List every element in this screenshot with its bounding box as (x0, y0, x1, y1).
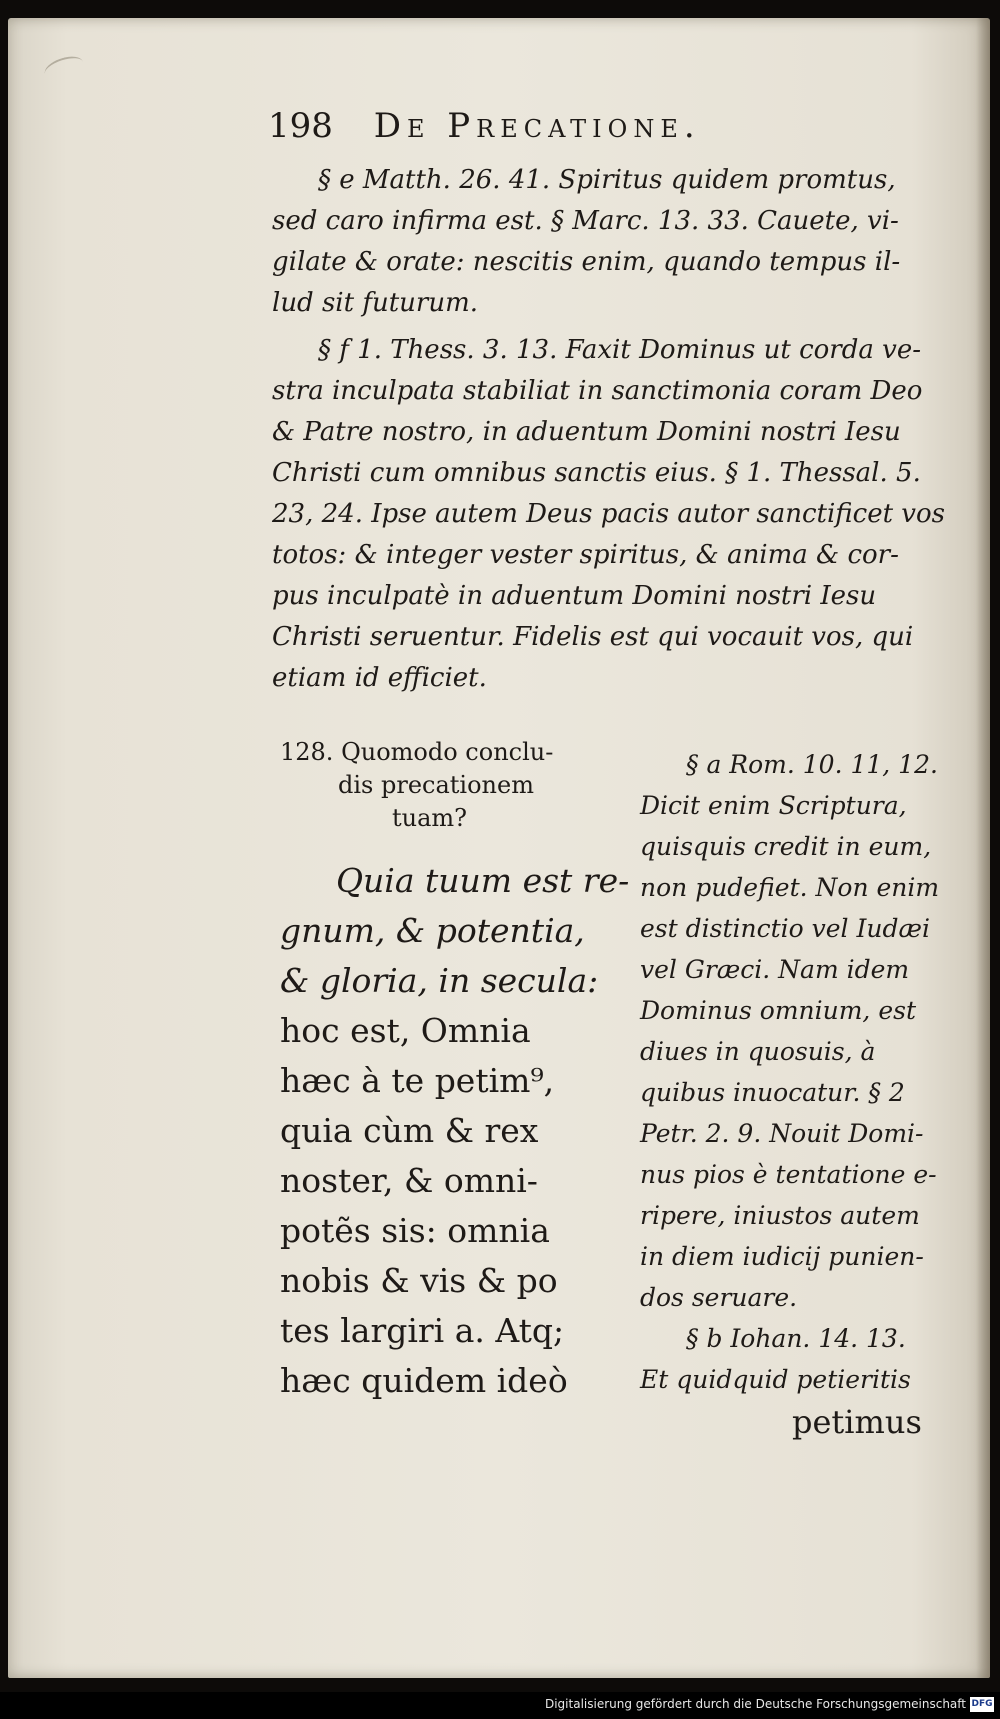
answer-line: Quia tuum est re- (336, 861, 630, 900)
digitization-credit: Digitalisierung gefördert durch die Deutsche Forschungsgemeinschaft (544, 1697, 966, 1711)
answer-line: hæc à te petim⁹, (280, 1061, 555, 1100)
answer-line: & gloria, in secula: (280, 961, 599, 1000)
reference-line: nus pios è tentatione e- (640, 1160, 937, 1189)
text-line: § e Matth. 26. 41. Spiritus quidem promtus, (318, 165, 896, 195)
reference-line: in diem iudicij punien- (640, 1242, 924, 1271)
answer-line: hoc est, Omnia (280, 1011, 531, 1050)
reference-line: Petr. 2. 9. Nouit Domi- (640, 1119, 924, 1148)
page-header (268, 106, 701, 146)
catechism-question (280, 736, 620, 835)
reference-line: dos seruare. (640, 1283, 798, 1312)
answer-line: gnum, & potentia, (280, 911, 585, 950)
catchword: petimus (792, 1403, 922, 1441)
text-line: gilate & orate: nescitis enim, quando tempus il- (272, 247, 901, 277)
text-line: § f 1. Thess. 3. 13. Faxit Dominus ut corda ve- (318, 335, 922, 365)
answer-line: potẽs sis: omnia (280, 1211, 550, 1250)
answer-line: quia cùm & rex (280, 1111, 539, 1150)
footnote-paragraph-2 (272, 330, 972, 699)
question-line: tuam? (392, 804, 468, 832)
answer-line: nobis & vis & po (280, 1261, 558, 1300)
reference-line: Dominus omnium, est (640, 996, 917, 1025)
reference-line: Et quidquid petieritis (640, 1365, 911, 1394)
text-line: totos: & integer vester spiritus, & anima & cor- (272, 540, 899, 570)
text-line: 23, 24. Ipse autem Deus pacis autor sanctificet vos (272, 499, 945, 529)
reference-line: vel Græci. Nam idem (640, 955, 910, 984)
question-line: 128. Quomodo conclu- (280, 738, 554, 766)
answer-line: tes largiri a. Atq; (280, 1311, 565, 1350)
answer-line: hæc quidem ideò (280, 1361, 568, 1400)
page-edge-shadow (976, 18, 990, 1678)
reference-line: ripere, iniustos autem (640, 1201, 920, 1230)
running-title: De Precatione. (373, 106, 701, 146)
text-line: Christi seruentur. Fidelis est qui vocauit vos, qui (272, 622, 914, 652)
text-line: sed caro infirma est. § Marc. 13. 33. Cauete, vi- (272, 206, 899, 236)
reference-line: § a Rom. 10. 11, 12. (686, 750, 938, 779)
reference-line: diues in quosuis, à (640, 1037, 876, 1066)
answer-line: noster, & omni- (280, 1161, 538, 1200)
text-line: pus inculpatè in aduentum Domini nostri Iesu (272, 581, 877, 611)
reference-line: non pudefiet. Non enim (640, 873, 940, 902)
footnote-paragraph-1 (272, 160, 972, 324)
reference-line: est distinctio vel Iudæi (640, 914, 930, 943)
marginal-references (640, 744, 970, 1400)
question-line: dis precationem (338, 771, 534, 799)
dfg-logo: DFG (970, 1697, 994, 1712)
catechism-answer (280, 856, 630, 1406)
text-line: Christi cum omnibus sanctis eius. § 1. Thessal. 5. (272, 458, 921, 488)
text-line: lud sit futurum. (272, 288, 478, 318)
paper-mark (42, 52, 86, 83)
text-line: etiam id efficiet. (272, 663, 487, 693)
text-line: & Patre nostro, in aduentum Domini nostri Iesu (272, 417, 901, 447)
page-number: 198 (268, 106, 333, 146)
reference-line: Dicit enim Scriptura, (640, 791, 907, 820)
reference-line: quisquis credit in eum, (640, 832, 932, 861)
reference-line: § b Iohan. 14. 13. (686, 1324, 906, 1353)
reference-line: quibus inuocatur. § 2 (640, 1078, 905, 1107)
text-line: stra inculpata stabiliat in sanctimonia coram Deo (272, 376, 923, 406)
